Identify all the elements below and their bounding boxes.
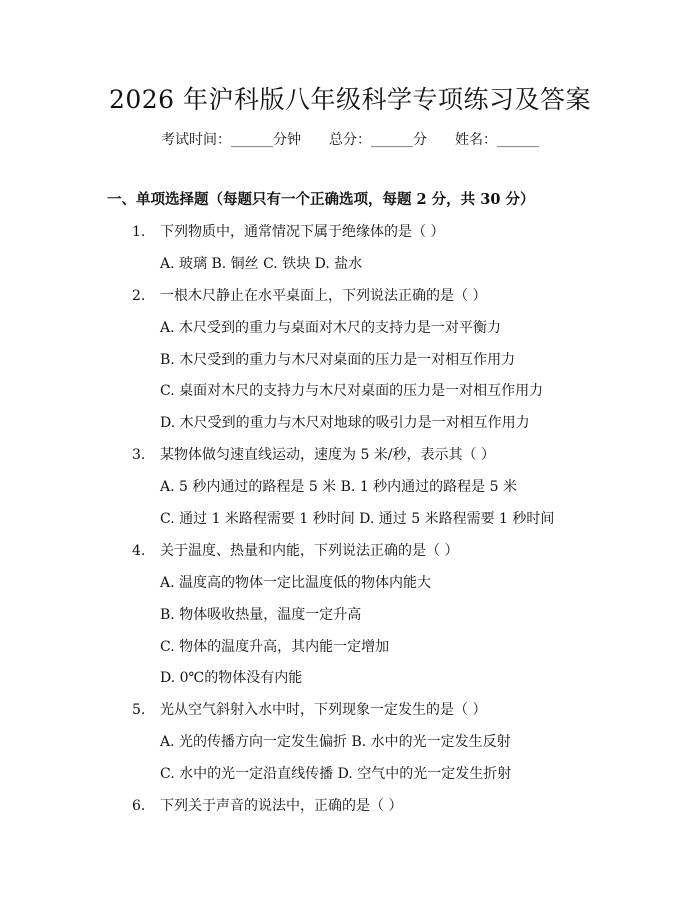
question-options: A. 玻璃 B. 铜丝 C. 铁块 D. 盐水 bbox=[160, 256, 363, 272]
question-text: 某物体做匀速直线运动，速度为 5 米/秒，表示其（ ） bbox=[160, 447, 495, 463]
question-number: 2. bbox=[132, 288, 146, 304]
option-c: C. 桌面对木尺的支持力与木尺对桌面的压力是一对相互作用力 bbox=[160, 383, 544, 399]
student-name-field: 姓名：______ bbox=[455, 132, 539, 148]
option-d: D. 0℃的物体没有内能 bbox=[160, 670, 303, 686]
question-text: 一根木尺静止在水平桌面上，下列说法正确的是（ ） bbox=[160, 288, 487, 304]
option-c: C. 物体的温度升高，其内能一定增加 bbox=[160, 639, 390, 655]
option-a: A. 木尺受到的重力与桌面对木尺的支持力是一对平衡力 bbox=[160, 320, 502, 336]
question-number: 3. bbox=[132, 447, 146, 463]
question-number: 6. bbox=[132, 798, 146, 814]
question-number: 4. bbox=[132, 543, 146, 559]
options-a-b: A. 光的传播方向一定发生偏折 B. 水中的光一定发生反射 bbox=[160, 734, 511, 750]
option-a: A. 温度高的物体一定比温度低的物体内能大 bbox=[160, 575, 432, 591]
question-number: 1. bbox=[132, 224, 146, 240]
question-text: 下列关于声音的说法中，正确的是（ ） bbox=[160, 798, 403, 814]
question-text: 关于温度、热量和内能，下列说法正确的是（ ） bbox=[160, 543, 459, 559]
options-c-d: C. 通过 1 米路程需要 1 秒时间 D. 通过 5 米路程需要 1 秒时间 bbox=[160, 511, 555, 527]
options-a-b: A. 5 秒内通过的路程是 5 米 B. 1 秒内通过的路程是 5 米 bbox=[160, 479, 517, 495]
option-b: B. 木尺受到的重力与木尺对桌面的压力是一对相互作用力 bbox=[160, 352, 516, 368]
exam-time-field: 考试时间：______分钟 bbox=[161, 132, 301, 148]
exam-meta-row bbox=[0, 130, 700, 150]
options-c-d: C. 水中的光一定沿直线传播 D. 空气中的光一定发生折射 bbox=[160, 766, 512, 782]
page-title: 2026 年沪科版八年级科学专项练习及答案 bbox=[108, 85, 592, 114]
option-d: D. 木尺受到的重力与木尺对地球的吸引力是一对相互作用力 bbox=[160, 415, 530, 431]
total-score-field: 总分：______分 bbox=[329, 132, 427, 148]
question-text: 下列物质中，通常情况下属于绝缘体的是（ ） bbox=[160, 224, 445, 240]
question-text: 光从空气斜射入水中时，下列现象一定发生的是（ ） bbox=[160, 702, 487, 718]
option-b: B. 物体吸收热量，温度一定升高 bbox=[160, 607, 362, 623]
question-number: 5. bbox=[132, 702, 146, 718]
section-heading-single-choice: 一、单项选择题（每题只有一个正确选项，每题 2 分，共 30 分） bbox=[107, 191, 535, 208]
